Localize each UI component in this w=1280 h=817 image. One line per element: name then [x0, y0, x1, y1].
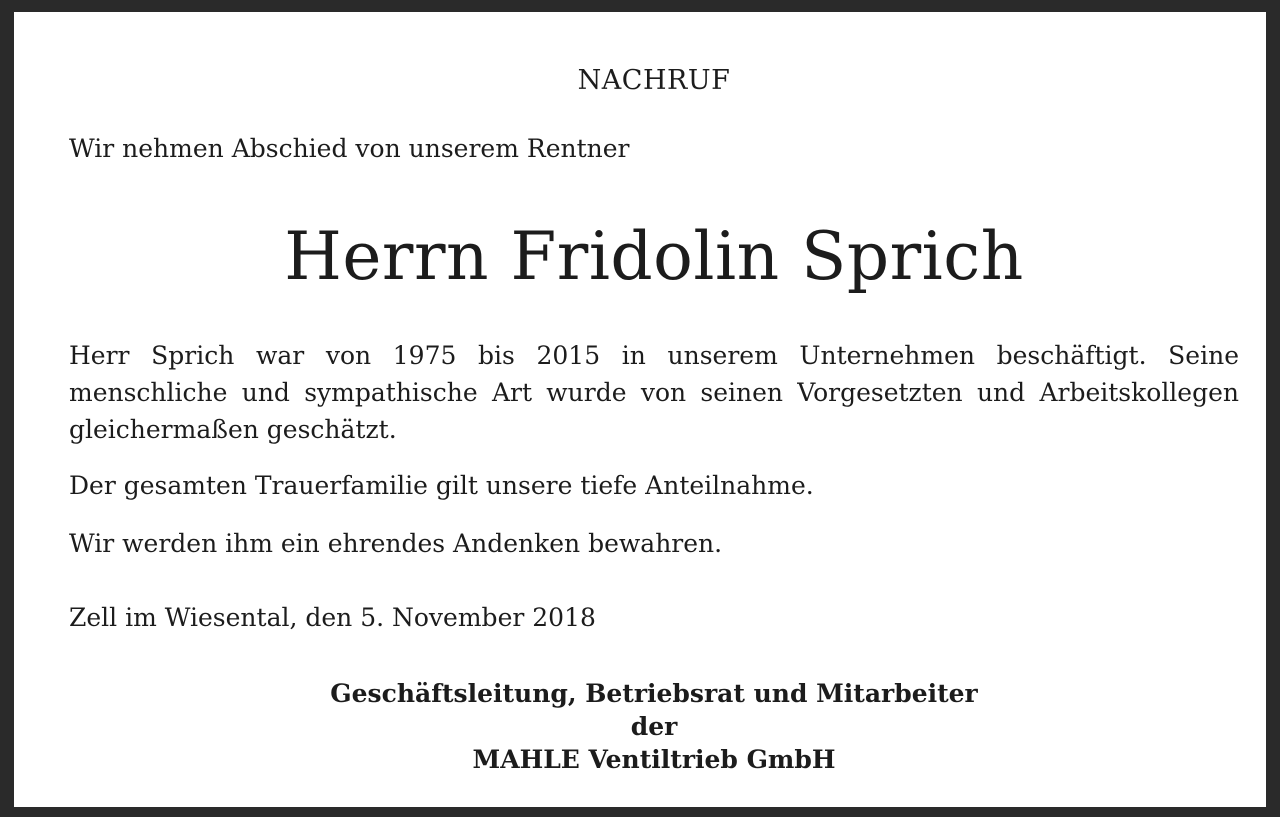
- paragraph-remembrance: Wir werden ihm ein ehrendes Andenken bewahren.: [69, 529, 723, 558]
- deceased-name: Herrn Fridolin Sprich: [284, 218, 1024, 295]
- signature-line-3: MAHLE Ventiltrieb GmbH: [472, 745, 836, 774]
- intro-text: Wir nehmen Abschied von unserem Rentner: [69, 134, 630, 163]
- notice-heading: NACHRUF: [577, 65, 731, 96]
- paragraph-employment: Herr Sprich war von 1975 bis 2015 in unserem Unternehmen beschäftigt. Seine menschliche und sympathische Art wurde von seinen Vorgesetzten und Arbeitskollegen gleichermaßen geschätzt.: [69, 341, 1239, 444]
- signature-block: [69, 677, 1239, 776]
- signature-line-1: Geschäftsleitung, Betriebsrat und Mitarbeiter: [330, 679, 978, 708]
- paragraph-condolence: Der gesamten Trauerfamilie gilt unsere tiefe Anteilnahme.: [69, 471, 814, 500]
- place-date: Zell im Wiesental, den 5. November 2018: [69, 603, 596, 632]
- signature-line-2: der: [630, 712, 678, 741]
